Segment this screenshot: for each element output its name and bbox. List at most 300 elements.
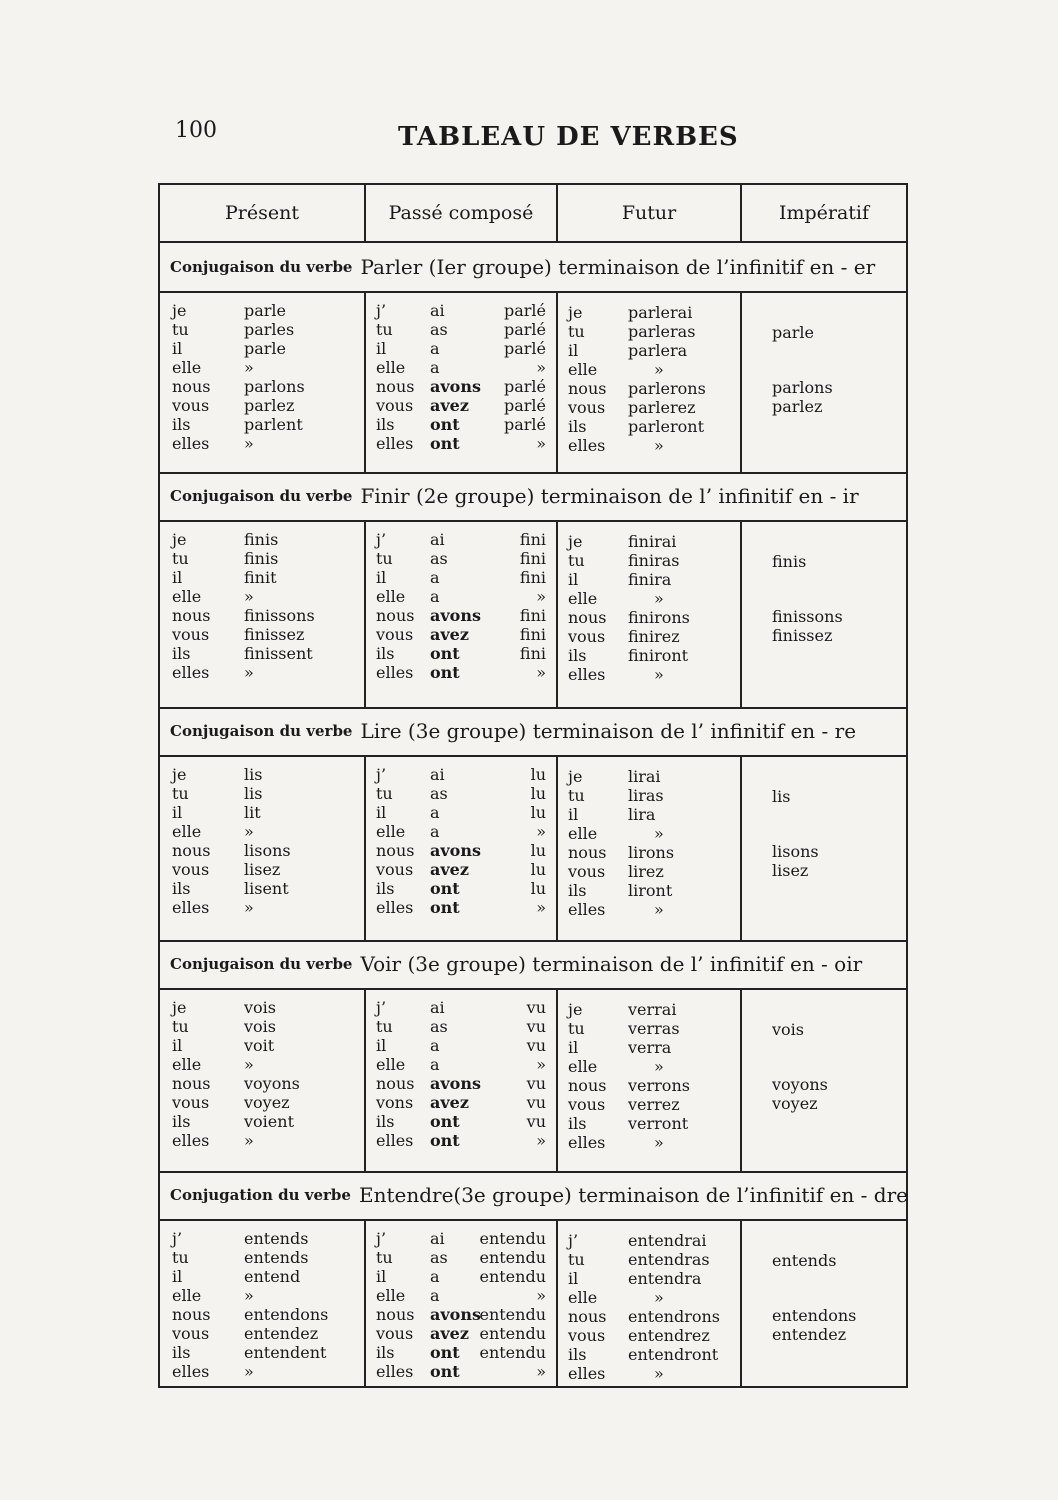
verb-form: finis <box>244 530 279 549</box>
imperative-form: entends <box>772 1251 837 1270</box>
verb-form: » <box>654 1288 664 1307</box>
past-participle: entendu <box>479 1343 546 1362</box>
past-participle: parlé <box>503 377 546 396</box>
verb-form: lisons <box>244 841 291 860</box>
auxiliary: ont <box>430 1131 460 1150</box>
verb-form: voyez <box>244 1093 290 1112</box>
pronoun: je <box>172 301 187 320</box>
pronoun: tu <box>568 1250 585 1269</box>
pronoun: tu <box>376 784 393 803</box>
verb-table <box>158 183 908 1388</box>
verb-form: finit <box>244 568 277 587</box>
auxiliary: a <box>430 1267 440 1286</box>
pronoun: ils <box>568 646 587 665</box>
past-participle: vu <box>526 1017 546 1036</box>
pronoun: vous <box>376 860 414 879</box>
verb-form: finissez <box>244 625 305 644</box>
pronoun: elles <box>376 663 414 682</box>
section-heading <box>170 1171 908 1219</box>
pronoun: il <box>172 568 183 587</box>
column-header-present: Présent <box>160 185 366 241</box>
pronoun: nous <box>568 1076 607 1095</box>
pronoun: elle <box>568 589 598 608</box>
pronoun: il <box>568 805 579 824</box>
auxiliary: as <box>430 1248 448 1267</box>
pronoun: j’ <box>376 998 387 1017</box>
auxiliary: a <box>430 822 440 841</box>
pronoun: vous <box>172 860 210 879</box>
pronoun: vous <box>172 396 210 415</box>
auxiliary: a <box>430 1055 440 1074</box>
pronoun: elles <box>172 663 210 682</box>
past-participle: parlé <box>503 301 546 320</box>
past-participle: » <box>536 358 546 377</box>
pronoun: elle <box>568 360 598 379</box>
pronoun: elles <box>376 898 414 917</box>
pronoun: tu <box>568 786 585 805</box>
pronoun: nous <box>376 377 415 396</box>
pronoun: nous <box>172 841 211 860</box>
imperative-form: entendons <box>772 1306 857 1325</box>
past-participle: lu <box>530 803 546 822</box>
pronoun: nous <box>568 379 607 398</box>
pronoun: il <box>172 803 183 822</box>
verb-form: entends <box>244 1248 309 1267</box>
verb-form: parlez <box>244 396 295 415</box>
auxiliary: avons <box>430 841 481 860</box>
verb-form: » <box>654 360 664 379</box>
verb-form: entendez <box>244 1324 319 1343</box>
verb-form: parlerai <box>628 303 693 322</box>
pronoun: il <box>376 339 387 358</box>
imperative-form: vois <box>772 1020 804 1039</box>
pronoun: j’ <box>376 765 387 784</box>
pronoun: elles <box>568 900 606 919</box>
pronoun: elles <box>172 434 210 453</box>
past-participle: vu <box>526 1036 546 1055</box>
past-participle: entendu <box>479 1267 546 1286</box>
auxiliary: avez <box>430 860 469 879</box>
verb-form: finissent <box>244 644 313 663</box>
past-participle: lu <box>530 860 546 879</box>
pronoun: tu <box>172 784 189 803</box>
verb-form: finissons <box>244 606 315 625</box>
auxiliary: avons <box>430 377 481 396</box>
past-participle: » <box>536 822 546 841</box>
pronoun: nous <box>376 841 415 860</box>
section-heading-text: Parler (Ier groupe) terminaison de l’infinitif en - er <box>360 255 876 279</box>
pronoun: vous <box>376 1324 414 1343</box>
pronoun: il <box>568 570 579 589</box>
pronoun: je <box>172 530 187 549</box>
pronoun: tu <box>568 551 585 570</box>
auxiliary: a <box>430 339 440 358</box>
verb-form: parlera <box>628 341 688 360</box>
section-heading <box>170 243 898 291</box>
auxiliary: ont <box>430 434 460 453</box>
pronoun: vous <box>568 627 606 646</box>
past-participle: » <box>536 434 546 453</box>
auxiliary: avez <box>430 1093 469 1112</box>
auxiliary: a <box>430 803 440 822</box>
pronoun: elle <box>172 1055 202 1074</box>
auxiliary: a <box>430 568 440 587</box>
auxiliary: a <box>430 358 440 377</box>
pronoun: ils <box>172 415 191 434</box>
section-heading-prefix: Conjugaison du verbe <box>170 722 353 740</box>
verb-form: voient <box>244 1112 294 1131</box>
pronoun: nous <box>568 1307 607 1326</box>
verb-form: » <box>654 665 664 684</box>
past-participle: fini <box>519 606 546 625</box>
pronoun: vous <box>568 862 606 881</box>
verb-form: verra <box>628 1038 672 1057</box>
imperative-form: parlez <box>772 397 823 416</box>
pronoun: il <box>376 803 387 822</box>
pronoun: elles <box>568 1133 606 1152</box>
section-heading <box>170 472 898 520</box>
imperative-form: parlons <box>772 378 833 397</box>
auxiliary: avez <box>430 625 469 644</box>
verb-form: entendrai <box>628 1231 707 1250</box>
pronoun: il <box>172 1036 183 1055</box>
past-participle: entendu <box>479 1324 546 1343</box>
auxiliary: as <box>430 320 448 339</box>
verb-form: » <box>244 358 254 377</box>
verb-section <box>160 707 906 940</box>
auxiliary: as <box>430 549 448 568</box>
pronoun: nous <box>568 608 607 627</box>
pronoun: je <box>172 765 187 784</box>
verb-form: finirons <box>628 608 690 627</box>
pronoun: ils <box>172 644 191 663</box>
auxiliary: avons <box>430 1074 481 1093</box>
pronoun: je <box>172 998 187 1017</box>
pronoun: elles <box>172 1362 210 1381</box>
verb-form: entends <box>244 1229 309 1248</box>
past-participle: fini <box>519 625 546 644</box>
auxiliary: avons <box>430 1305 481 1324</box>
pronoun: nous <box>568 843 607 862</box>
pronoun: j’ <box>568 1231 579 1250</box>
section-heading-prefix: Conjugaison du verbe <box>170 487 353 505</box>
verb-form: entendront <box>628 1345 719 1364</box>
auxiliary: a <box>430 1286 440 1305</box>
past-participle: » <box>536 1362 546 1381</box>
pronoun: tu <box>172 1248 189 1267</box>
imperative-form: finis <box>772 552 807 571</box>
pronoun: vous <box>172 1324 210 1343</box>
auxiliary: avez <box>430 396 469 415</box>
section-heading-prefix: Conjugaison du verbe <box>170 955 353 973</box>
past-participle: vu <box>526 1074 546 1093</box>
pronoun: je <box>568 532 583 551</box>
pronoun: tu <box>376 1017 393 1036</box>
pronoun: elle <box>376 1286 406 1305</box>
pronoun: elle <box>568 1057 598 1076</box>
pronoun: ils <box>568 417 587 436</box>
auxiliary: ont <box>430 879 460 898</box>
auxiliary: ai <box>430 998 445 1017</box>
past-participle: fini <box>519 530 546 549</box>
auxiliary: as <box>430 1017 448 1036</box>
imperative-form: voyez <box>772 1094 818 1113</box>
past-participle: lu <box>530 879 546 898</box>
past-participle: parlé <box>503 320 546 339</box>
column-header-passe-compose: Passé composé <box>366 185 558 241</box>
auxiliary: ai <box>430 1229 445 1248</box>
verb-form: lis <box>244 784 263 803</box>
section-heading-prefix: Conjugaison du verbe <box>170 258 353 276</box>
pronoun: je <box>568 767 583 786</box>
verb-form: parlerons <box>628 379 706 398</box>
verb-form: » <box>244 898 254 917</box>
pronoun: j’ <box>376 530 387 549</box>
verb-form: finirez <box>628 627 680 646</box>
auxiliary: ont <box>430 663 460 682</box>
pronoun: nous <box>376 1305 415 1324</box>
verb-form: » <box>654 824 664 843</box>
verb-form: » <box>654 589 664 608</box>
pronoun: elle <box>376 358 406 377</box>
past-participle: vu <box>526 1112 546 1131</box>
pronoun: j’ <box>376 1229 387 1248</box>
auxiliary: ai <box>430 530 445 549</box>
verb-form: » <box>244 1286 254 1305</box>
verb-form: lirai <box>628 767 661 786</box>
past-participle: fini <box>519 644 546 663</box>
verb-form: » <box>244 1055 254 1074</box>
verb-form: verrai <box>628 1000 677 1019</box>
verb-form: lisent <box>244 879 289 898</box>
imperative-form: parle <box>772 323 815 342</box>
pronoun: ils <box>172 1343 191 1362</box>
pronoun: tu <box>568 1019 585 1038</box>
pronoun: elles <box>568 1364 606 1383</box>
pronoun: elle <box>172 358 202 377</box>
verb-form: finiras <box>628 551 680 570</box>
verb-form: lis <box>244 765 263 784</box>
verb-form: finira <box>628 570 672 589</box>
pronoun: vous <box>568 398 606 417</box>
pronoun: tu <box>376 320 393 339</box>
verb-section <box>160 940 906 1171</box>
pronoun: tu <box>568 322 585 341</box>
verb-form: verras <box>628 1019 680 1038</box>
pronoun: vous <box>172 1093 210 1112</box>
verb-form: » <box>244 434 254 453</box>
pronoun: ils <box>568 881 587 900</box>
auxiliary: as <box>430 784 448 803</box>
past-participle: parlé <box>503 396 546 415</box>
verb-section <box>160 243 906 472</box>
auxiliary: ai <box>430 765 445 784</box>
verb-form: lit <box>244 803 261 822</box>
verb-form: » <box>244 1131 254 1150</box>
past-participle: » <box>536 898 546 917</box>
imperative-form: entendez <box>772 1325 847 1344</box>
verb-section <box>160 1171 906 1386</box>
verb-form: lirez <box>628 862 664 881</box>
pronoun: elle <box>172 587 202 606</box>
verb-form: voyons <box>244 1074 300 1093</box>
auxiliary: ont <box>430 644 460 663</box>
pronoun: elles <box>172 898 210 917</box>
verb-form: » <box>654 1133 664 1152</box>
pronoun: j’ <box>376 301 387 320</box>
past-participle: » <box>536 587 546 606</box>
pronoun: elles <box>568 436 606 455</box>
pronoun: nous <box>172 377 211 396</box>
pronoun: tu <box>376 1248 393 1267</box>
verb-form: parle <box>244 339 287 358</box>
verb-form: entendrons <box>628 1307 721 1326</box>
pronoun: il <box>376 1036 387 1055</box>
verb-form: » <box>654 1364 664 1383</box>
auxiliary: ont <box>430 415 460 434</box>
column-header-futur: Futur <box>558 185 742 241</box>
pronoun: nous <box>172 606 211 625</box>
section-heading <box>170 707 898 755</box>
past-participle: parlé <box>503 415 546 434</box>
pronoun: ils <box>568 1114 587 1133</box>
pronoun: je <box>568 1000 583 1019</box>
pronoun: tu <box>172 1017 189 1036</box>
verb-form: liras <box>628 786 664 805</box>
pronoun: ils <box>376 644 395 663</box>
past-participle: fini <box>519 549 546 568</box>
pronoun: il <box>376 568 387 587</box>
past-participle: vu <box>526 998 546 1017</box>
verb-form: liront <box>628 881 673 900</box>
verb-form: parles <box>244 320 295 339</box>
pronoun: ils <box>376 415 395 434</box>
page-number: 100 <box>175 118 217 143</box>
auxiliary: a <box>430 587 440 606</box>
imperative-form: finissons <box>772 607 843 626</box>
verb-form: » <box>654 1057 664 1076</box>
pronoun: elle <box>376 822 406 841</box>
verb-form: parlent <box>244 415 303 434</box>
verb-form: finirai <box>628 532 677 551</box>
verb-form: lisez <box>244 860 281 879</box>
pronoun: elles <box>376 1362 414 1381</box>
verb-form: finiront <box>628 646 689 665</box>
pronoun: j’ <box>172 1229 183 1248</box>
auxiliary: ont <box>430 1112 460 1131</box>
auxiliary: ai <box>430 301 445 320</box>
pronoun: vous <box>172 625 210 644</box>
pronoun: vous <box>568 1095 606 1114</box>
section-heading <box>170 940 898 988</box>
pronoun: il <box>568 1038 579 1057</box>
auxiliary: avons <box>430 606 481 625</box>
verb-form: entendent <box>244 1343 327 1362</box>
verb-form: » <box>244 1362 254 1381</box>
pronoun: elle <box>376 587 406 606</box>
pronoun: nous <box>172 1074 211 1093</box>
verb-form: parleras <box>628 322 696 341</box>
verb-form: lira <box>628 805 656 824</box>
pronoun: elles <box>172 1131 210 1150</box>
verb-form: parlons <box>244 377 305 396</box>
verb-section <box>160 472 906 707</box>
verb-form: verrons <box>628 1076 690 1095</box>
pronoun: elles <box>568 665 606 684</box>
auxiliary: a <box>430 1036 440 1055</box>
column-header-imperatif: Impératif <box>778 202 870 224</box>
verb-form: verrez <box>628 1095 680 1114</box>
auxiliary: avez <box>430 1324 469 1343</box>
pronoun: vous <box>376 625 414 644</box>
pronoun: elle <box>568 824 598 843</box>
past-participle: » <box>536 1286 546 1305</box>
pronoun: il <box>172 1267 183 1286</box>
verb-form: voit <box>244 1036 275 1055</box>
pronoun: elle <box>376 1055 406 1074</box>
verb-form: » <box>244 587 254 606</box>
verb-form: vois <box>244 998 276 1017</box>
past-participle: entendu <box>479 1229 546 1248</box>
pronoun: tu <box>376 549 393 568</box>
verb-form: entendra <box>628 1269 702 1288</box>
section-heading-text: Entendre(3e groupe) terminaison de l’infinitif en - dre <box>358 1183 908 1207</box>
past-participle: entendu <box>479 1248 546 1267</box>
verb-form: » <box>244 822 254 841</box>
verb-form: lirons <box>628 843 675 862</box>
pronoun: elle <box>568 1288 598 1307</box>
verb-form: » <box>654 900 664 919</box>
section-heading-text: Lire (3e groupe) terminaison de l’ infinitif en - re <box>360 719 857 743</box>
pronoun: ils <box>568 1345 587 1364</box>
auxiliary: ont <box>430 1362 460 1381</box>
pronoun: tu <box>172 549 189 568</box>
past-participle: parlé <box>503 339 546 358</box>
pronoun: il <box>568 1269 579 1288</box>
pronoun: elle <box>172 1286 202 1305</box>
past-participle: lu <box>530 841 546 860</box>
imperative-form: voyons <box>772 1075 828 1094</box>
pronoun: nous <box>172 1305 211 1324</box>
section-heading-prefix: Conjugation du verbe <box>170 1186 351 1204</box>
pronoun: il <box>568 341 579 360</box>
pronoun: je <box>568 303 583 322</box>
verb-form: vois <box>244 1017 276 1036</box>
past-participle: » <box>536 663 546 682</box>
past-participle: fini <box>519 568 546 587</box>
past-participle: entendu <box>479 1305 546 1324</box>
section-heading-text: Voir (3e groupe) terminaison de l’ infinitif en - oir <box>360 952 863 976</box>
auxiliary: ont <box>430 1343 460 1362</box>
pronoun: il <box>376 1267 387 1286</box>
pronoun: ils <box>172 1112 191 1131</box>
imperative-form: lisons <box>772 842 819 861</box>
pronoun: vous <box>376 396 414 415</box>
pronoun: tu <box>172 320 189 339</box>
verb-form: entend <box>244 1267 301 1286</box>
section-heading-text: Finir (2e groupe) terminaison de l’ infinitif en - ir <box>360 484 859 508</box>
pronoun: elles <box>376 434 414 453</box>
past-participle: lu <box>530 765 546 784</box>
pronoun: vous <box>568 1326 606 1345</box>
pronoun: elles <box>376 1131 414 1150</box>
past-participle: vu <box>526 1093 546 1112</box>
past-participle: » <box>536 1055 546 1074</box>
pronoun: nous <box>376 1074 415 1093</box>
verb-form: parlerez <box>628 398 696 417</box>
past-participle: » <box>536 1131 546 1150</box>
verb-form: verront <box>628 1114 689 1133</box>
